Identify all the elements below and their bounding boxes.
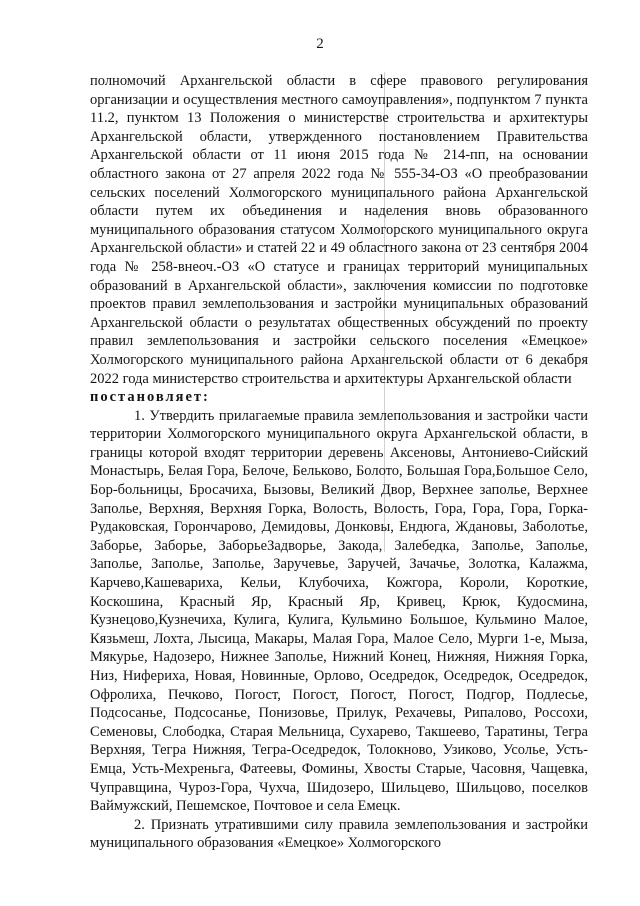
intro-text: полномочий Архангельской области в сфере правового регулирования организации и осуществления местного самоуправления», подпунктом 7 пункта 11.2, пунктом 13 Положения о министерстве строительства и архитектуры Архангельской области, утвержденного постановлением Правительства Архангельской области от 11 июня 2015 года № 214-пп, на основании областного закона от 27 апреля 2022 года № 555-34-ОЗ «О преобразовании сельских поселений Холмогорского муниципального района Архангельской области путем их объединения и наделения вновь образованного муниципального образования статусом Холмогорского муниципального округа Архангельской области» и статей 22 и 49 областного закона от 23 сентября 2004 года № 258-внеоч.-ОЗ «О статусе и границах территорий муниципальных образований в Архангельской области», заключения комиссии по подготовке проектов правил землепользования и застройки муниципальных образований Архангельской области о результатах общественных обсуждений по проекту правил землепользования и застройки сельского поселения «Емецкое» Холмогорского муниципального района Архангельской области от 6 декабря 2022 года министерство строительства и архитектуры Архангельской области (90, 73, 588, 387)
intro-paragraph (90, 72, 588, 388)
item-2-paragraph: 2. Признать утратившими силу правила землепользования и застройки муниципального образования «Емецкое» Холмогорского (90, 816, 588, 852)
page-number: 2 (316, 36, 324, 52)
item-1-paragraph: 1. Утвердить прилагаемые правила землепользования и застройки части территории Холмогорского муниципального округа Архангельской области, в границы которой входят территории деревень Аксеновы, Антониево-Сийский Монастырь, Белая Гора, Белоче, Бельково, Болото, Большая Гора,Большое Село, Бор-больницы, Бросачиха, Бызовы, Великий Двор, Верхнее заполье, Верхнее Заполье, Верхняя, Верхняя Горка, Волость, Волость, Гора, Гора, Гора, Горка-Рудаковская, Горончарово, Демидовы, Донковы, Ендюга, Ждановы, Заболотье, Заборье, Заборье, ЗаборьеЗадворье, Закода, Залебедка, Заполье, Заполье, Заполье, Заполье, Заполье, Заручевье, Заручей, Зачачье, Золотка, Калажма, Карчево,Кашевариха, Кельи, Клубочиха, Кожгора, Короли, Короткие, Коскошина, Красный Яр, Красный Яр, Кривец, Крюк, Кудосмина, Кузнецово,Кузнечиха, Кулига, Кулига, Кульмино Большое, Кульмино Малое, Кязьмеш, Лохта, Лысица, Макары, Малая Гора, Малое Село, Мурги 1-е, Мыза, Мякурье, Надозеро, Нижнее Заполье, Нижний Конец, Нижняя, Нижняя Горка, Низ, Нифериха, Новая, Новинные, Орлово, Оседредок, Оседредок, Оседредок, Офролиха, Печково, Погост, Погост, Погост, Погост, Подгор, Подлесье, Подсосанье, Подсосанье, Понизовье, Прилук, Рехачевы, Рипалово, Россохи, Семеновы, Слободка, Старая Мельница, Сухарево, Такшеево, Таратины, Тегра Верхняя, Тегра Нижняя, Тегра-Оседредок, Толокново, Узиково, Усолье, Усть-Емца, Усть-Мехреньга, Фатеевы, Фомины, Хвосты Старые, Часовня, Чащевка, Чуправщина, Чуроз-Гора, Чухча, Шидозеро, Шильцево, Шильцово, поселков Ваймужский, Пешемское, Почтовое и села Емецк. (90, 407, 588, 815)
decree-line (90, 388, 588, 407)
document-body (90, 72, 588, 853)
decree-word: постановляет: (90, 389, 210, 406)
